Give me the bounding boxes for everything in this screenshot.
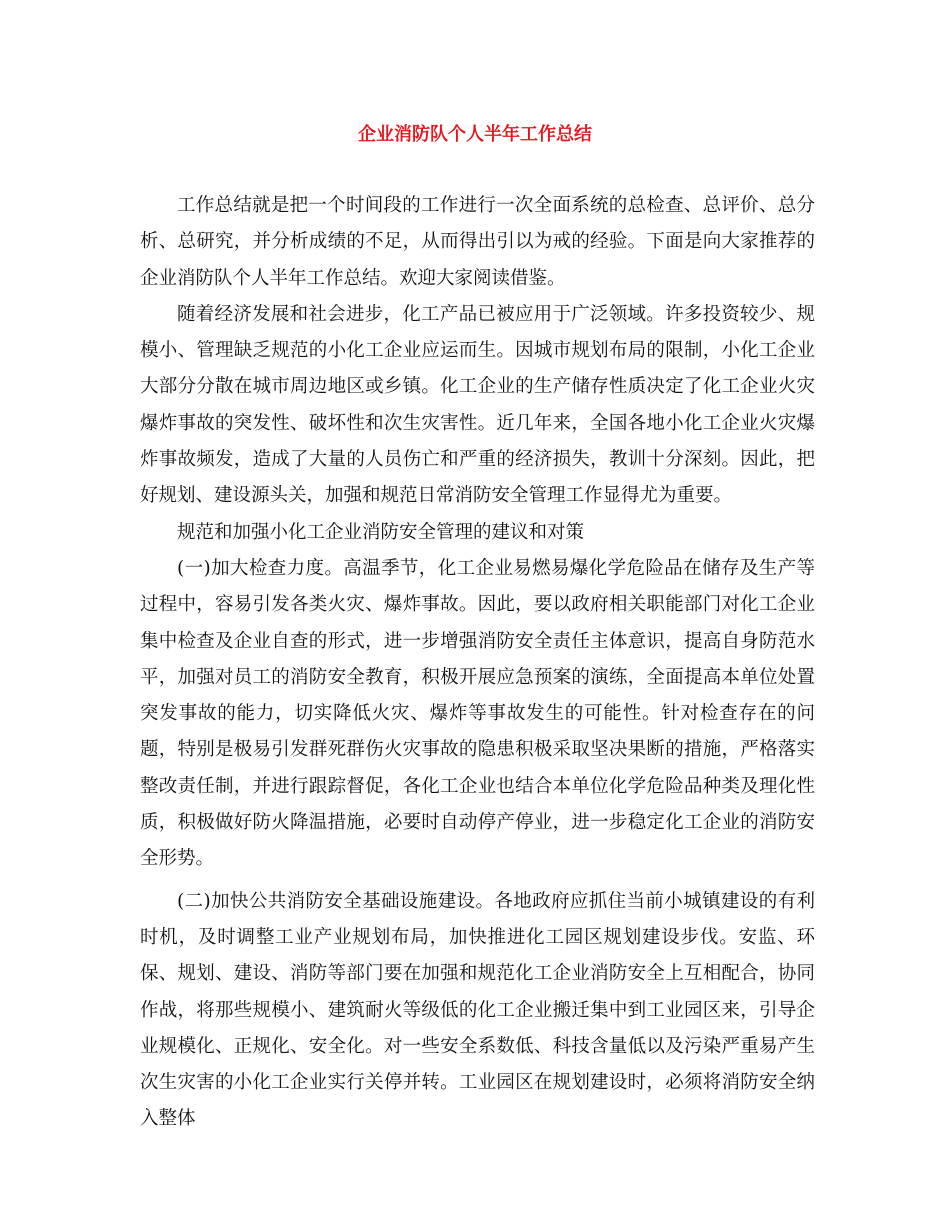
paragraph-measure-2: (二)加快公共消防安全基础设施建设。各地政府应抓住当前小城镇建设的有利时机，及时调整工业产业规划布局，加快推进化工园区规划建设步伐。安监、环保、规划、建设、消防等部门要在加强和规范化工企业消防安全上互相配合，协同作战，将那些规模小、建筑耐火等级低的化工企业搬迁集中到工业园区来，引导企业规模化、正规化、安全化。对一些安全系数低、科技含量低以及污染严重易产生次生灾害的小化工企业实行关停并转。工业园区在规划建设时，必须将消防安全纳入整体 bbox=[140, 890, 815, 1130]
paragraph-measure-1: (一)加大检查力度。高温季节，化工企业易燃易爆化学危险品在储存及生产等过程中，容易引发各类火灾、爆炸事故。因此，要以政府相关职能部门对化工企业集中检查及企业自查的形式，进一步增强消防安全责任主体意识，提高自身防范水平，加强对员工的消防安全教育，积极开展应急预案的演练，全面提高本单位处置突发事故的能力，切实降低火灾、爆炸等事故发生的可能性。针对检查存在的问题，特别是极易引发群死群伤火灾事故的隐患积极采取坚决果断的措施，严格落实整改责任制，并进行跟踪督促，各化工企业也结合本单位化学危险品种类及理化性质，积极做好防火降温措施，必要时自动停产停业，进一步稳定化工企业的消防安全形势。 bbox=[140, 557, 815, 870]
document-body bbox=[140, 188, 815, 1138]
section-heading: 规范和加强小化工企业消防安全管理的建议和对策 bbox=[177, 521, 585, 543]
document-title: 企业消防队个人半年工作总结 bbox=[358, 124, 592, 145]
paragraph-background: 随着经济发展和社会进步，化工产品已被应用于广泛领域。许多投资较少、规模小、管理缺乏规范的小化工企业应运而生。因城市规划布局的限制，小化工企业大部分分散在城市周边地区或乡镇。化工企业的生产储存性质决定了化工企业火灾爆炸事故的突发性、破坏性和次生灾害性。近几年来，全国各地小化工企业火灾爆炸事故频发，造成了大量的人员伤亡和严重的经济损失，教训十分深刻。因此，把好规划、建设源头关，加强和规范日常消防安全管理工作显得尤为重要。 bbox=[140, 303, 815, 507]
paragraph-intro: 工作总结就是把一个时间段的工作进行一次全面系统的总检查、总评价、总分析、总研究，并分析成绩的不足，从而得出引以为戒的经验。下面是向大家推荐的企业消防队个人半年工作总结。欢迎大家阅读借鉴。 bbox=[140, 195, 815, 289]
